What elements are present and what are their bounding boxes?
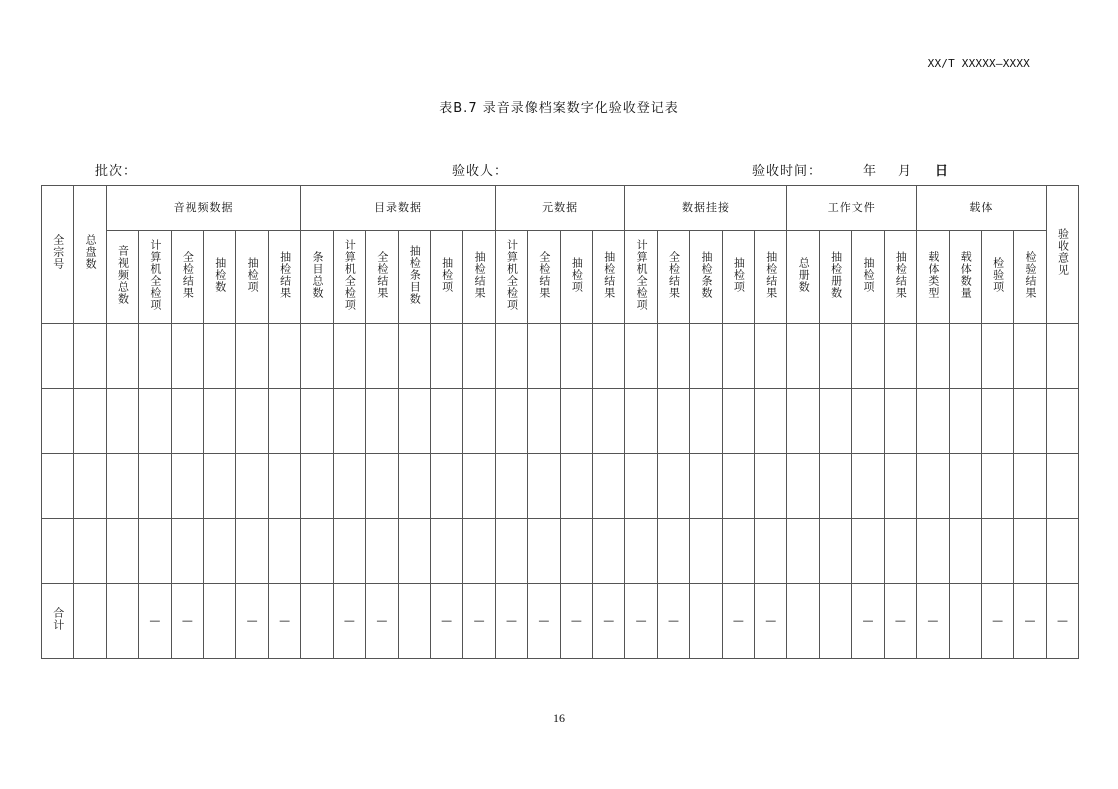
sub-header-cell — [398, 231, 430, 324]
table-cell[interactable] — [593, 389, 625, 454]
table-cell[interactable] — [236, 519, 268, 584]
table-cell[interactable] — [42, 454, 74, 519]
total-cell-dash[interactable]: — — [1014, 584, 1046, 659]
table-cell[interactable] — [1014, 519, 1046, 584]
total-cell-dash[interactable]: — — [917, 584, 949, 659]
sub-header-cell — [236, 231, 268, 324]
table-cell[interactable] — [722, 389, 754, 454]
table-row — [42, 324, 1079, 389]
table-cell[interactable] — [398, 324, 430, 389]
table-cell[interactable] — [917, 389, 949, 454]
table-cell[interactable] — [657, 519, 689, 584]
column-header-label: 抽检项 — [246, 256, 260, 293]
table-cell[interactable] — [528, 324, 560, 389]
table-cell[interactable] — [463, 389, 495, 454]
table-cell[interactable] — [657, 454, 689, 519]
table-cell[interactable] — [852, 324, 884, 389]
table-cell[interactable] — [657, 389, 689, 454]
table-cell[interactable] — [268, 454, 300, 519]
table-title: 表B.7 录音录像档案数字化验收登记表 — [439, 101, 679, 116]
table-cell[interactable] — [430, 389, 462, 454]
sub-header-cell — [495, 231, 527, 324]
table-cell[interactable] — [430, 454, 462, 519]
table-cell[interactable] — [301, 324, 333, 389]
table-cell[interactable] — [852, 519, 884, 584]
sub-header-cell — [722, 231, 754, 324]
table-cell[interactable] — [560, 324, 592, 389]
header-cell — [42, 186, 74, 324]
column-header-label: 总盘数 — [84, 234, 98, 270]
table-cell[interactable] — [204, 454, 236, 519]
total-cell-dash[interactable]: — — [333, 584, 365, 659]
table-cell[interactable] — [106, 519, 138, 584]
column-header-label: 抽检项 — [862, 256, 875, 293]
total-cell[interactable] — [204, 584, 236, 659]
table-cell[interactable] — [106, 389, 138, 454]
sub-header-cell — [366, 231, 398, 324]
column-header-label: 抽检册数 — [829, 250, 843, 299]
column-header-label: 计算机全检项 — [505, 238, 519, 311]
sub-header-cell — [204, 231, 236, 324]
table-cell[interactable] — [949, 519, 981, 584]
table-cell[interactable] — [333, 454, 365, 519]
year-label: 年 — [863, 164, 878, 179]
column-header-label: 抽检项 — [440, 256, 454, 293]
column-header-label: 抽检项 — [570, 256, 584, 293]
table-cell[interactable] — [722, 324, 754, 389]
table-cell[interactable] — [333, 389, 365, 454]
table-cell[interactable] — [1046, 324, 1078, 389]
total-cell-dash[interactable]: — — [236, 584, 268, 659]
inspector-label: 验收人： — [452, 164, 509, 179]
column-header-label: 检验结果 — [1024, 250, 1038, 299]
total-cell-dash[interactable]: — — [657, 584, 689, 659]
table-cell[interactable] — [171, 389, 203, 454]
column-header-label: 抽检结果 — [473, 250, 487, 299]
month-label: 月 — [898, 164, 913, 179]
total-label-cell — [42, 584, 74, 659]
column-header-label: 总册数 — [797, 256, 811, 293]
table-cell[interactable] — [139, 519, 171, 584]
table-cell[interactable] — [236, 389, 268, 454]
table-cell[interactable] — [366, 519, 398, 584]
sub-header-cell — [528, 231, 560, 324]
table-cell[interactable] — [301, 454, 333, 519]
table-cell[interactable] — [593, 324, 625, 389]
sub-header-cell — [139, 231, 171, 324]
table-cell[interactable] — [333, 324, 365, 389]
table-cell[interactable] — [106, 324, 138, 389]
table-cell[interactable] — [42, 324, 74, 389]
total-cell-dash[interactable]: — — [495, 584, 527, 659]
table-cell[interactable] — [819, 389, 851, 454]
table-cell[interactable] — [755, 519, 787, 584]
total-cell[interactable] — [301, 584, 333, 659]
table-cell[interactable] — [268, 389, 300, 454]
group-header: 工作文件 — [787, 186, 917, 231]
total-cell-dash[interactable]: — — [171, 584, 203, 659]
table-cell[interactable] — [171, 454, 203, 519]
table-cell[interactable] — [787, 389, 819, 454]
table-cell[interactable] — [528, 389, 560, 454]
table-cell[interactable] — [74, 389, 106, 454]
table-cell[interactable] — [236, 324, 268, 389]
table-cell[interactable] — [722, 519, 754, 584]
total-cell-dash[interactable]: — — [139, 584, 171, 659]
column-header-label: 抽检条数 — [699, 250, 713, 299]
table-cell[interactable] — [139, 324, 171, 389]
table-cell[interactable] — [495, 519, 527, 584]
total-cell[interactable] — [949, 584, 981, 659]
table-cell[interactable] — [42, 389, 74, 454]
total-cell-dash[interactable]: — — [528, 584, 560, 659]
page-number: 16 — [553, 711, 565, 725]
table-cell[interactable] — [981, 519, 1013, 584]
column-header-label: 载体类型 — [926, 250, 940, 299]
sub-header-cell — [430, 231, 462, 324]
table-cell[interactable] — [366, 389, 398, 454]
column-header-label: 验收意见 — [1056, 228, 1070, 276]
table-cell[interactable] — [106, 454, 138, 519]
table-cell[interactable] — [398, 389, 430, 454]
table-cell[interactable] — [430, 519, 462, 584]
sub-header-cell — [884, 231, 916, 324]
table-cell[interactable] — [787, 324, 819, 389]
batch-label: 批次： — [95, 164, 138, 179]
table-cell[interactable] — [42, 519, 74, 584]
table-cell[interactable] — [949, 389, 981, 454]
table-cell[interactable] — [1014, 389, 1046, 454]
table-cell[interactable] — [74, 519, 106, 584]
table-cell[interactable] — [917, 324, 949, 389]
table-cell[interactable] — [204, 389, 236, 454]
column-header-label: 全检结果 — [375, 250, 389, 299]
day-label: 日 — [935, 164, 950, 179]
table-cell[interactable] — [495, 389, 527, 454]
table-cell[interactable] — [1046, 389, 1078, 454]
table-cell[interactable] — [139, 454, 171, 519]
total-cell-dash[interactable]: — — [722, 584, 754, 659]
table-cell[interactable] — [1014, 324, 1046, 389]
acceptance-register-table — [41, 185, 1079, 659]
table-cell[interactable] — [690, 454, 722, 519]
column-header-label: 载体数量 — [959, 250, 973, 299]
table-cell[interactable] — [463, 324, 495, 389]
column-header-label: 全检结果 — [181, 250, 195, 299]
table-cell[interactable] — [722, 454, 754, 519]
column-header-label: 抽检项 — [732, 256, 746, 293]
sub-header-cell — [787, 231, 819, 324]
table-cell[interactable] — [528, 519, 560, 584]
sub-header-cell — [852, 231, 884, 324]
table-cell[interactable] — [690, 519, 722, 584]
total-label: 合计 — [51, 606, 65, 631]
sub-header-cell — [171, 231, 203, 324]
table-cell[interactable] — [236, 454, 268, 519]
header-cell — [1046, 186, 1078, 324]
table-cell[interactable] — [819, 454, 851, 519]
sub-header-cell — [106, 231, 138, 324]
table-row — [42, 389, 1079, 454]
table-cell[interactable] — [884, 389, 916, 454]
column-header-label: 抽检结果 — [602, 250, 616, 299]
total-cell-dash[interactable]: — — [1046, 584, 1078, 659]
inspection-time-label: 验收时间： — [752, 164, 823, 179]
table-cell[interactable] — [1046, 519, 1078, 584]
column-header-label: 计算机全检项 — [635, 238, 649, 311]
table-cell[interactable] — [690, 324, 722, 389]
table-cell[interactable] — [268, 519, 300, 584]
table-cell[interactable] — [593, 519, 625, 584]
table-cell[interactable] — [366, 454, 398, 519]
table-cell[interactable] — [657, 324, 689, 389]
sub-header-cell — [981, 231, 1013, 324]
table-cell[interactable] — [981, 389, 1013, 454]
total-cell[interactable] — [398, 584, 430, 659]
group-header: 元数据 — [495, 186, 625, 231]
table-cell[interactable] — [560, 454, 592, 519]
column-header-label: 计算机全检项 — [148, 238, 162, 311]
table-cell[interactable] — [787, 454, 819, 519]
sub-header-cell — [463, 231, 495, 324]
sub-header-cell — [819, 231, 851, 324]
table-cell[interactable] — [625, 324, 657, 389]
total-cell-dash[interactable]: — — [981, 584, 1013, 659]
column-header-label: 全检结果 — [667, 250, 681, 299]
group-header: 载体 — [917, 186, 1047, 231]
table-cell[interactable] — [819, 519, 851, 584]
total-cell[interactable] — [787, 584, 819, 659]
total-row — [42, 584, 1079, 659]
total-cell-dash[interactable]: — — [560, 584, 592, 659]
table-cell[interactable] — [171, 324, 203, 389]
table-cell[interactable] — [949, 324, 981, 389]
table-row — [42, 519, 1079, 584]
table-cell[interactable] — [301, 389, 333, 454]
sub-header-cell — [268, 231, 300, 324]
header-cell — [74, 186, 106, 324]
table-cell[interactable] — [852, 389, 884, 454]
group-header: 目录数据 — [301, 186, 496, 231]
table-cell[interactable] — [495, 324, 527, 389]
table-cell[interactable] — [1014, 454, 1046, 519]
table-cell[interactable] — [74, 324, 106, 389]
table-cell[interactable] — [593, 454, 625, 519]
sub-header-cell — [625, 231, 657, 324]
table-cell[interactable] — [787, 519, 819, 584]
table-cell[interactable] — [690, 389, 722, 454]
total-cell-dash[interactable]: — — [852, 584, 884, 659]
table-cell[interactable] — [204, 519, 236, 584]
column-header-label: 条目总数 — [311, 250, 325, 299]
sub-header-cell — [690, 231, 722, 324]
table-cell[interactable] — [560, 519, 592, 584]
table-cell[interactable] — [755, 454, 787, 519]
sub-header-cell — [593, 231, 625, 324]
column-header-label: 抽检数 — [213, 256, 227, 293]
total-cell-dash[interactable]: — — [625, 584, 657, 659]
total-cell[interactable] — [106, 584, 138, 659]
total-cell-dash[interactable]: — — [430, 584, 462, 659]
table-cell[interactable] — [755, 324, 787, 389]
table-cell[interactable] — [755, 389, 787, 454]
table-cell[interactable] — [204, 324, 236, 389]
column-header-label: 抽检结果 — [278, 250, 292, 299]
table-cell[interactable] — [949, 454, 981, 519]
table-cell[interactable] — [560, 389, 592, 454]
column-header-label: 检验项 — [991, 256, 1005, 293]
table-cell[interactable] — [463, 519, 495, 584]
column-header-label: 抽检结果 — [894, 250, 908, 299]
table-cell[interactable] — [333, 519, 365, 584]
table-cell[interactable] — [981, 454, 1013, 519]
sub-header-cell — [1014, 231, 1046, 324]
table-cell[interactable] — [463, 454, 495, 519]
total-cell-dash[interactable]: — — [268, 584, 300, 659]
table-cell[interactable] — [398, 454, 430, 519]
table-cell[interactable] — [884, 519, 916, 584]
group-header: 数据挂接 — [625, 186, 787, 231]
total-cell-dash[interactable]: — — [366, 584, 398, 659]
table-cell[interactable] — [917, 454, 949, 519]
sub-header-cell — [657, 231, 689, 324]
standard-code: XX/T XXXXX—XXXX — [927, 57, 1030, 70]
table-row — [42, 454, 1079, 519]
column-header-label: 全检结果 — [537, 250, 551, 299]
table-cell[interactable] — [528, 454, 560, 519]
table-cell[interactable] — [625, 389, 657, 454]
sub-header-cell — [560, 231, 592, 324]
total-cell[interactable] — [690, 584, 722, 659]
column-header-label: 音视频总数 — [116, 244, 130, 305]
table-cell[interactable] — [139, 389, 171, 454]
total-cell-dash[interactable]: — — [755, 584, 787, 659]
sub-header-cell — [333, 231, 365, 324]
total-cell-dash[interactable]: — — [593, 584, 625, 659]
total-cell-dash[interactable]: — — [884, 584, 916, 659]
table-cell[interactable] — [625, 454, 657, 519]
table-cell[interactable] — [268, 324, 300, 389]
column-header-label: 抽检条目数 — [408, 244, 422, 305]
total-cell-dash[interactable]: — — [463, 584, 495, 659]
table-cell[interactable] — [301, 519, 333, 584]
table-cell[interactable] — [917, 519, 949, 584]
total-cell[interactable] — [819, 584, 851, 659]
table-cell[interactable] — [74, 454, 106, 519]
sub-header-cell — [755, 231, 787, 324]
table-cell[interactable] — [366, 324, 398, 389]
table-cell[interactable] — [884, 324, 916, 389]
table-cell[interactable] — [819, 324, 851, 389]
table-cell[interactable] — [981, 324, 1013, 389]
total-cell[interactable] — [74, 584, 106, 659]
table-cell[interactable] — [1046, 454, 1078, 519]
table-cell[interactable] — [852, 454, 884, 519]
table-cell[interactable] — [625, 519, 657, 584]
table-cell[interactable] — [398, 519, 430, 584]
sub-header-cell — [301, 231, 333, 324]
column-header-label: 全宗号 — [51, 234, 65, 270]
table-cell[interactable] — [884, 454, 916, 519]
sub-header-cell — [949, 231, 981, 324]
column-header-label: 计算机全检项 — [343, 238, 357, 311]
table-cell[interactable] — [430, 324, 462, 389]
table-cell[interactable] — [171, 519, 203, 584]
group-header: 音视频数据 — [106, 186, 301, 231]
column-header-label: 抽检结果 — [764, 250, 778, 299]
table-cell[interactable] — [495, 454, 527, 519]
sub-header-cell — [917, 231, 949, 324]
